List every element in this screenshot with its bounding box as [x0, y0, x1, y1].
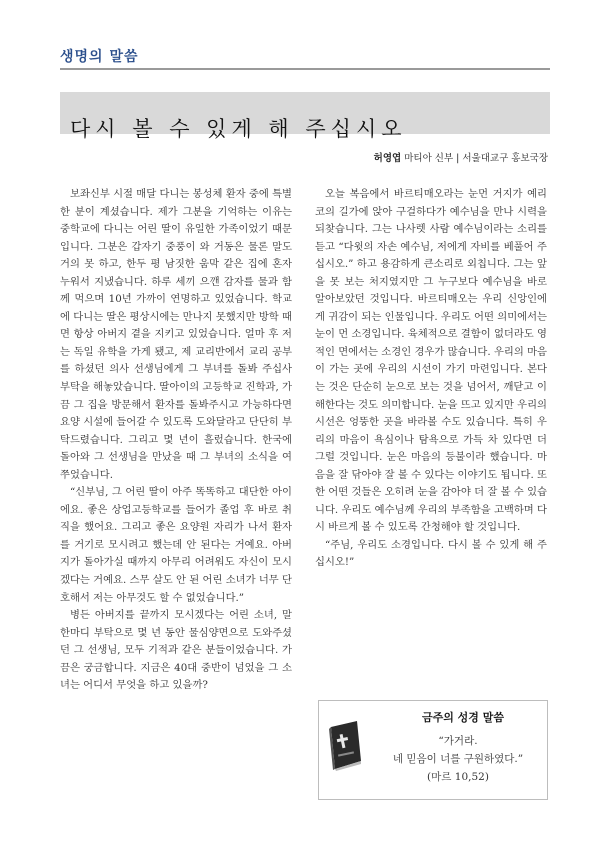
left-paragraph-3: 병든 아버지를 끝까지 모시겠다는 어린 소녀, 말 한마디 부탁으로 몇 년 동안 물심양면으로 도와주셨던 그 선생님, 모두 기적과 같은 분들이었습니다. 가끔은 궁금합니다. 지금은 40대 중반이 넘었을 그 소녀는 어디서 무엇을 하고 있을까?: [60, 609, 292, 692]
verse-line-1: “가거라.: [438, 735, 478, 747]
right-column: [315, 186, 547, 572]
left-column: [60, 186, 292, 695]
weekly-verse-box: [318, 700, 548, 800]
article-title: 다시 볼 수 있게 해 주십시오: [70, 117, 407, 142]
section-title: 생명의 말씀: [60, 49, 139, 65]
verse-line-2: 네 믿음이 너를 구원하였다.”: [392, 753, 524, 765]
bible-icon: [327, 719, 363, 775]
verse-reference: (마르 10,52): [427, 771, 489, 783]
byline: [374, 150, 548, 164]
left-paragraph-1: 보좌신부 시절 매달 다니는 봉성체 환자 중에 특별한 분이 계셨습니다. 제가 그분을 기억하는 이유는 중학교에 다니는 어린 딸이 유일한 가족이었기 때문입니다. 그분은 갑자기 중풍이 와 거동은 물론 말도 거의 못 하고, 한두 평 남짓한 움막 같은 집에 혼자 누워서 지냈습니다. 하루 세끼 으깬 감자를 물과 함께 먹으며 10년 가까이 연명하고 있었습니다. 학교에 다니는 딸은 평상시에는 만나지 못했지만 방학 때면 항상 아버지 곁을 지키고 있었습니다. 얼마 후 저는 독일 유학을 가게 됐고, 제 교리반에서 교리 공부를 하셨던 의사 선생님에게 그 부녀를 돌봐 주십사 부탁을 해놓았습니다. 딸아이의 고등학교 진학과, 가끔 그 집을 방문해서 환자를 돌봐주시고 가능하다면 요양 시설에 들어갈 수 있도록 도와달라고 단단히 부탁드렸습니다. 그리고 몇 년이 흘렀습니다. 한국에 돌아와 그 선생님을 만났을 때 그 부녀의 소식을 여쭈었습니다.: [60, 188, 292, 481]
title-box: [60, 92, 550, 142]
section-header: [60, 44, 550, 70]
left-paragraph-2: “신부님, 그 어린 딸이 아주 똑똑하고 대단한 아이에요. 좋은 상업고등학교를 들어가 졸업 후 바로 취직을 했어요. 그리고 좋은 요양원 자리가 나서 환자를 거기로 모시려고 했는데 안 된다는 거예요. 아버지가 돌아가실 때까지 아무리 어려워도 자신이 모시겠다는 거예요. 스무 살도 안 된 어린 소녀가 너무 단호해서 저는 아무것도 할 수 없었습니다.”: [60, 486, 292, 604]
author-name: 허영엽: [373, 153, 402, 164]
right-paragraph-1: 오늘 복음에서 바르티매오라는 눈먼 거지가 예리코의 길가에 앉아 구걸하다가 예수님을 만나 시력을 되찾습니다. 그는 나사렛 사람 예수님이라는 소리를 듣고 “다윗의 자손 예수님, 저에게 자비를 베풀어 주십시오.” 하고 용감하게 큰소리로 외칩니다. 그는 앞을 못 보는 처지였지만 그 누구보다 예수님을 바로 알아보았던 것입니다. 바르티매오는 우리 신앙인에게 귀감이 되는 인물입니다. 우리도 어떤 의미에서는 눈이 먼 소경입니다. 육체적으로 결함이 없더라도 영적인 면에서는 소경인 경우가 많습니다. 우리의 마음이 가는 곳에 우리의 시선이 가기 마련입니다. 본다는 것은 단순히 눈으로 보는 것을 넘어서, 깨닫고 이해한다는 것도 의미합니다. 눈을 뜨고 있지만 우리의 시선은 엉뚱한 곳을 바라볼 수도 있습니다. 특히 우리의 마음이 욕심이나 탐욕으로 가득 차 있다면 더 그럴 것입니다. 눈은 마음의 등불이라 했습니다. 마음을 잘 닦아야 잘 볼 수 있다는 이야기도 됩니다. 또한 어떤 것들은 오히려 눈을 감아야 더 잘 볼 수 있습니다. 우리도 예수님께 우리의 부족함을 고백하며 다시 바르게 볼 수 있도록 간청해야 할 것입니다.: [315, 188, 547, 534]
verse-box-title: 금주의 성경 말씀: [421, 711, 505, 724]
right-paragraph-2: “주님, 우리도 소경입니다. 다시 볼 수 있게 해 주십시오!”: [315, 538, 547, 569]
author-role: 마티아 신부 | 서울대교구 홍보국장: [404, 153, 548, 164]
